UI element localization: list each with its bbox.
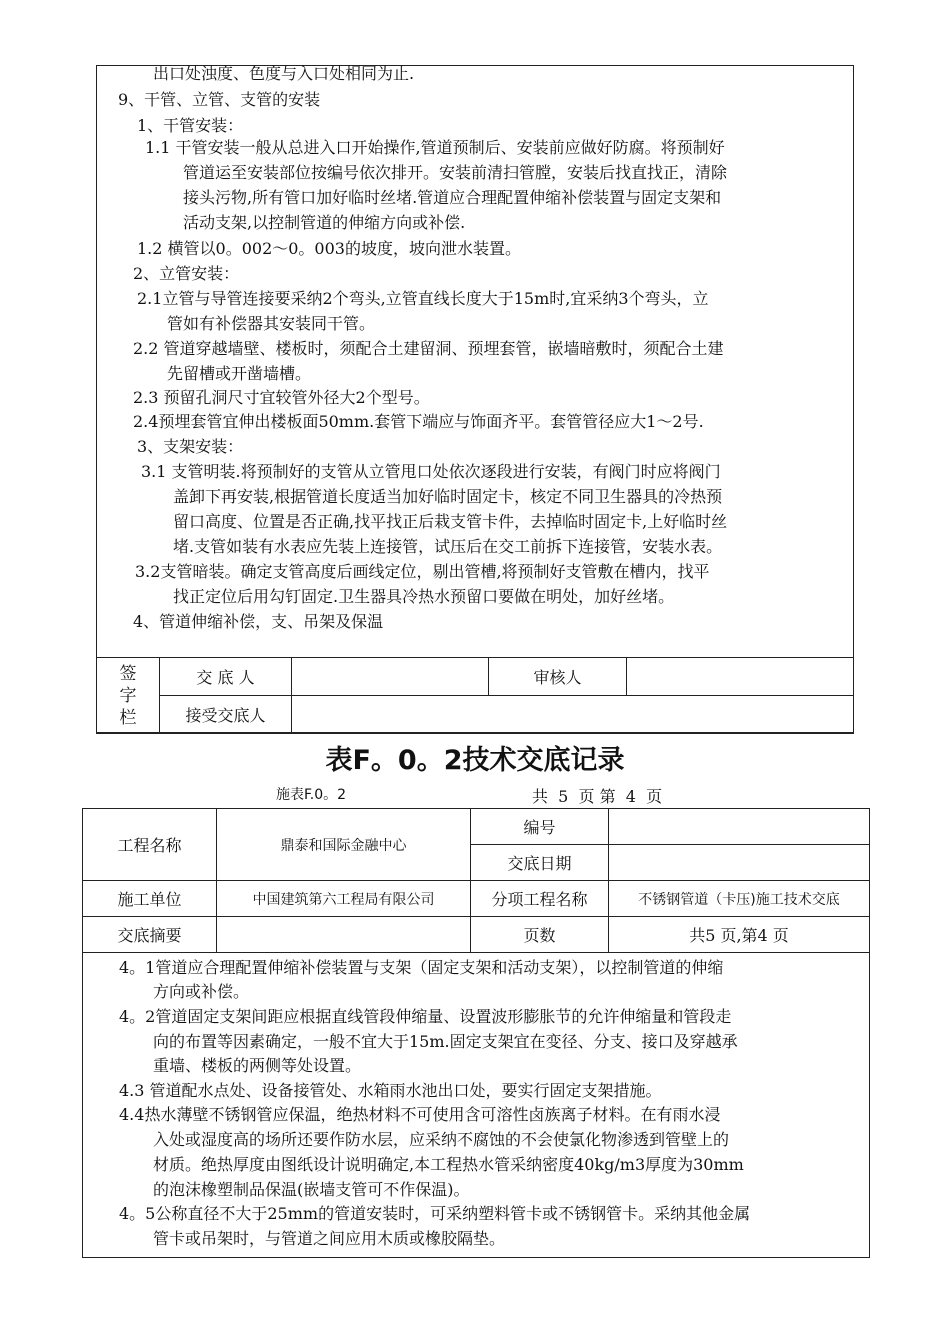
text-line: 2.1立管与导管连接要采纳2个弯头,立管直线长度大于15m时,宜采纳3个弯头，立 xyxy=(137,289,709,308)
handover-person-label: 交 底 人 xyxy=(160,658,292,696)
receiver-value[interactable] xyxy=(292,696,854,734)
text-line: 2.2 管道穿越墙壁、楼板时，须配合土建留洞、预埋套管，嵌墙暗敷时，须配合土建 xyxy=(133,339,724,358)
text-line: 材质。绝热厚度由图纸设计说明确定,本工程热水管采纳密度40kg/m3厚度为30mm xyxy=(153,1155,744,1174)
reviewer-value[interactable] xyxy=(627,658,854,696)
text-line: 出口处浊度、色度与入口处相同为止. xyxy=(153,64,415,83)
text-line: 重墙、楼板的两侧等处设置。 xyxy=(153,1056,362,1075)
form-code: 施表F.0。2 xyxy=(276,787,347,803)
text-line: 2.3 预留孔洞尺寸宜较管外径大2个型号。 xyxy=(133,388,430,407)
text-line: 先留槽或开凿墙槽。 xyxy=(167,364,312,383)
text-line: 盖卸下再安装,根据管道长度适当加好临时固定卡，核定不同卫生器具的冷热预 xyxy=(173,487,723,506)
text-line: 留口高度、位置是否正确,找平找正后栽支管卡件，去掉临时固定卡,上好临时丝 xyxy=(173,512,728,531)
text-line: 4。5公称直径不大于25mm的管道安装时，可采纳塑料管卡或不锈钢管卡。采纳其他金属 xyxy=(119,1204,751,1223)
number-value[interactable] xyxy=(609,809,870,845)
number-label: 编号 xyxy=(471,809,609,845)
pages-label: 页数 xyxy=(471,917,609,953)
contractor-label: 施工单位 xyxy=(83,881,217,917)
summary-label: 交底摘要 xyxy=(83,917,217,953)
form-title: 表F。0。2技术交底记录 xyxy=(325,745,625,776)
receiver-label: 接受交底人 xyxy=(160,696,292,734)
text-line: 4、管道伸缩补偿，支、吊架及保温 xyxy=(133,612,384,631)
text-line: 方向或补偿。 xyxy=(153,982,250,1001)
contractor-value: 中国建筑第六工程局有限公司 xyxy=(217,881,471,917)
sub-project-label: 分项工程名称 xyxy=(471,881,609,917)
reviewer-label: 审核人 xyxy=(489,658,627,696)
text-line: 管如有补偿器其安装同干管。 xyxy=(167,314,376,333)
sub-project-value: 不锈钢管道（卡压)施工技术交底 xyxy=(609,881,870,917)
text-line: 4。1管道应合理配置伸缩补偿装置与支架（固定支架和活动支架），以控制管道的伸缩 xyxy=(119,958,724,977)
summary-value[interactable] xyxy=(217,917,471,953)
text-line: 4。2管道固定支架间距应根据直线管段伸缩量、设置波形膨胀节的允许伸缩量和管段走 xyxy=(119,1007,732,1026)
text-line: 接头污物,所有管口加好临时丝堵.管道应合理配置伸缩补偿装置与固定支架和 xyxy=(183,188,722,207)
text-line: 2.4预埋套管宜伸出楼板面50mm.套管下端应与饰面齐平。套管管径应大1～2号. xyxy=(133,412,704,431)
text-line: 管卡或吊架时，与管道之间应用木质或橡胶隔垫。 xyxy=(153,1229,506,1248)
signature-table xyxy=(96,657,854,734)
text-line: 向的布置等因素确定，一般不宜大于15m.固定支架宜在变径、分支、接口及穿越承 xyxy=(153,1032,738,1051)
signature-column-label: 签字栏 xyxy=(97,658,160,734)
text-line: 3.2支管暗装。确定支管高度后画线定位，剔出管槽,将预制好支管敷在槽内，找平 xyxy=(135,562,710,581)
date-value[interactable] xyxy=(609,845,870,881)
pages-value: 共5 页,第4 页 xyxy=(609,917,870,953)
text-line: 2、立管安装： xyxy=(133,264,240,283)
text-line: 1.1 干管安装一般从总进入口开始操作,管道预制后、安装前应做好防腐。将预制好 xyxy=(145,138,725,157)
text-line: 入处或湿度高的场所还要作防水层，应采纳不腐蚀的不会使氯化物渗透到管壁上的 xyxy=(153,1130,730,1149)
text-line: 堵.支管如装有水表应先装上连接管，试压后在交工前拆下连接管，安装水表。 xyxy=(173,537,723,556)
text-line: 管道运至安装部位按编号依次排开。安装前清扫管膛，安装后找直找正，清除 xyxy=(183,163,728,182)
info-table xyxy=(82,808,870,953)
project-name-value: 鼎泰和国际金融中心 xyxy=(217,809,471,881)
text-line: 3.1 支管明装.将预制好的支管从立管甩口处依次逐段进行安装，有阀门时应将阀门 xyxy=(141,462,721,481)
date-label: 交底日期 xyxy=(471,845,609,881)
text-line: 1.2 横管以0。002～0。003的坡度，坡向泄水装置。 xyxy=(137,239,521,258)
text-line: 3、支架安装： xyxy=(137,437,244,456)
text-line: 1、干管安装： xyxy=(137,116,244,135)
text-line: 4.4热水薄壁不锈钢管应保温，绝热材料不可使用含可溶性卤族离子材料。在有雨水浸 xyxy=(119,1105,721,1124)
text-line: 的泡沫橡塑制品保温(嵌墙支管可不作保温)。 xyxy=(153,1180,470,1199)
text-line: 9、干管、立管、支管的安装 xyxy=(118,90,321,109)
text-line: 找正定位后用勾钉固定.卫生器具冷热水预留口要做在明处，加好丝堵。 xyxy=(173,587,675,606)
page-info: 共 5 页 第 4 页 xyxy=(532,787,663,806)
handover-person-value[interactable] xyxy=(292,658,489,696)
text-line: 活动支架,以控制管道的伸缩方向或补偿. xyxy=(183,213,466,232)
project-name-label: 工程名称 xyxy=(83,809,217,881)
text-line: 4.3 管道配水点处、设备接管处、水箱雨水池出口处，要实行固定支架措施。 xyxy=(119,1081,662,1100)
